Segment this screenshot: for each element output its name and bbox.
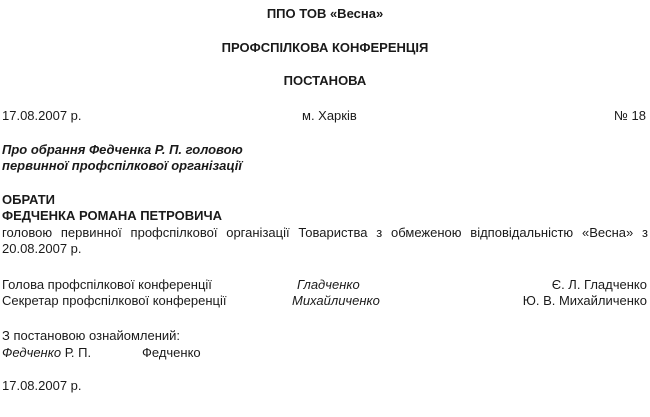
subject-line-2: первинної профспілкової організації (2, 158, 243, 173)
signatory-name: Є. Л. Гладченко (551, 277, 647, 292)
signature: Гладченко (297, 277, 360, 292)
org-title: ППО ТОВ «Весна» (266, 6, 384, 21)
elected-person-name: ФЕДЧЕНКА РОМАНА ПЕТРОВИЧА (2, 208, 223, 223)
decision-text: головою первинної профспілкової організації Товариства з обмеженою відповідальністю «Весна» з 20.08.2007 р. (2, 225, 648, 256)
signatory-position: Голова профспілкової конференції (2, 277, 212, 292)
document-type: ПОСТАНОВА (283, 73, 367, 88)
acquainted-person (2, 345, 91, 361)
signature: Михайличенко (292, 293, 380, 308)
acquainted-signature: Федченко (142, 345, 201, 360)
acquainted-surname: Федченко (2, 345, 62, 360)
document-place: м. Харків (302, 108, 357, 123)
acquainted-initials: Р. П. (61, 345, 92, 360)
document-number: № 18 (613, 108, 646, 123)
decision-verb: ОБРАТИ (2, 192, 56, 207)
subject-line-1: Про обрання Федченка Р. П. головою (2, 142, 243, 157)
acquainted-date: 17.08.2007 р. (2, 378, 82, 393)
signatory-name: Ю. В. Михайличенко (522, 293, 647, 308)
signatory-position: Секретар профспілкової конференції (2, 293, 227, 308)
conference-title: ПРОФСПІЛКОВА КОНФЕРЕНЦІЯ (221, 40, 429, 55)
acquainted-label: З постановою ознайомлений: (2, 328, 181, 343)
document-date: 17.08.2007 р. (2, 108, 82, 123)
